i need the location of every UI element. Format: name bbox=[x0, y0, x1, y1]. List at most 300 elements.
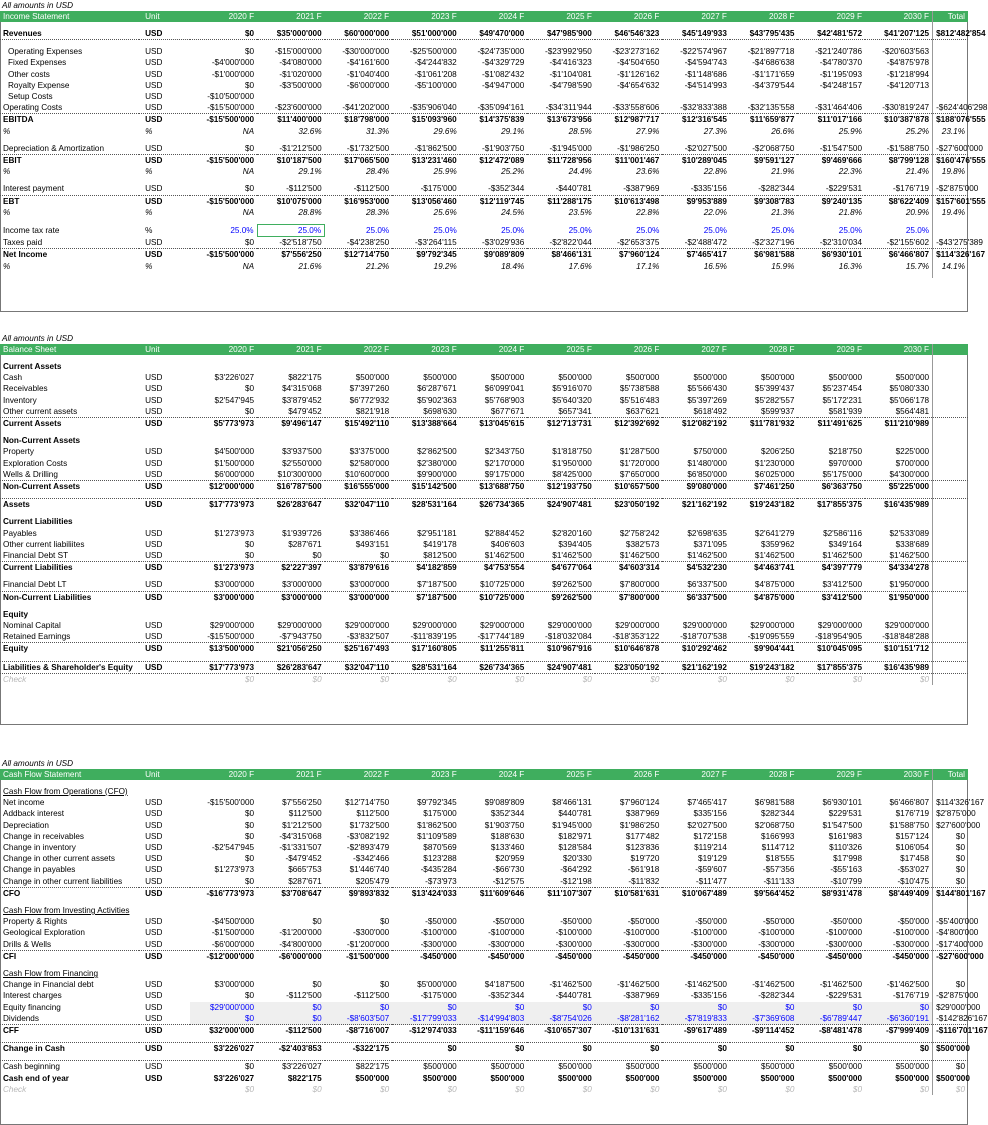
cell-value: $9'089'809 bbox=[484, 798, 525, 808]
cell-value: -$6'000'000 bbox=[278, 951, 322, 961]
cell-value bbox=[933, 361, 968, 372]
cell-value bbox=[527, 516, 595, 527]
row-label: Equity financing bbox=[3, 1002, 61, 1012]
cell-value: -$300'000 bbox=[527, 939, 595, 951]
cell-value: -$1'195'093 bbox=[819, 69, 863, 79]
cell-value: -$112'500 bbox=[285, 1026, 322, 1036]
cell-value: $9'893'832 bbox=[348, 888, 390, 898]
cell-value: $500'000 bbox=[423, 373, 457, 383]
cell-value: $500'000 bbox=[423, 1062, 457, 1072]
cell-value: $0 bbox=[933, 831, 968, 842]
cell-value bbox=[392, 905, 460, 916]
cell-value: -$2'310'034 bbox=[797, 237, 865, 249]
cell-value: $2'758'242 bbox=[619, 528, 660, 538]
table-row bbox=[0, 91, 968, 102]
cell-value: $0 bbox=[852, 1084, 863, 1094]
row-label: CFO bbox=[3, 888, 21, 898]
cell-value: $24'907'481 bbox=[527, 661, 595, 673]
cell-value: $3'000'000 bbox=[348, 592, 390, 602]
table-row bbox=[0, 237, 968, 249]
cell-value: -$100'000 bbox=[758, 928, 795, 938]
cell-value: -$50'000 bbox=[560, 917, 592, 927]
cell-value: -$23'600'000 bbox=[257, 102, 325, 114]
row-unit: USD bbox=[145, 500, 163, 510]
cell-value bbox=[460, 361, 528, 372]
cell-value: $12'000'000 bbox=[209, 482, 255, 492]
cell-value: $10'300'000 bbox=[257, 469, 325, 481]
table-row bbox=[0, 842, 968, 853]
cell-value: $175'000 bbox=[423, 809, 457, 819]
cell-value bbox=[662, 905, 730, 916]
cell-value: -$112'500 bbox=[286, 991, 322, 1001]
cell-value bbox=[797, 516, 865, 527]
row-unit: USD bbox=[139, 1013, 189, 1025]
cell-value bbox=[933, 383, 968, 394]
cell-value: $0 bbox=[447, 1084, 457, 1094]
balance-header-2023-f: 2023 F bbox=[392, 344, 460, 355]
cell-value: $0 bbox=[933, 979, 968, 990]
cell-value: $2'698'635 bbox=[687, 528, 727, 538]
cell-value: -$35'094'161 bbox=[460, 102, 528, 114]
cell-value: $10'657'500 bbox=[614, 482, 660, 492]
cell-value: $112'500 bbox=[356, 809, 390, 819]
cell-value: $29'000'000 bbox=[615, 621, 660, 631]
cell-value bbox=[392, 968, 460, 979]
cell-value: $26'283'647 bbox=[257, 661, 325, 673]
cell-value: $0 bbox=[190, 550, 258, 562]
cell-value: 28.5% bbox=[568, 126, 592, 136]
cell-value: $8'466'131 bbox=[551, 250, 592, 260]
cell-value: -$352'344 bbox=[488, 991, 525, 1001]
cell-value: -$450'000 bbox=[487, 951, 525, 961]
balance-header-2028-f: 2028 F bbox=[730, 344, 798, 355]
row-unit: USD bbox=[145, 250, 163, 260]
cell-value: -$1'148'686 bbox=[684, 69, 727, 79]
cell-value: -$1'212'500 bbox=[257, 143, 325, 155]
table-row bbox=[0, 249, 968, 261]
cell-value: $352'344 bbox=[490, 809, 525, 819]
row-label: Check bbox=[3, 674, 27, 684]
row-unit: USD bbox=[145, 458, 163, 468]
cell-value: -$229'531 bbox=[825, 991, 863, 1001]
cell-value: 25.0% bbox=[703, 226, 727, 236]
cell-value: $6'466'807 bbox=[889, 798, 930, 808]
cell-value: $4'875'000 bbox=[754, 592, 795, 602]
cell-value: 17.1% bbox=[636, 261, 660, 271]
cell-value: -$2'155'602 bbox=[865, 237, 933, 249]
table-row bbox=[0, 786, 968, 797]
cell-value bbox=[595, 786, 663, 797]
cell-value: $11'400'000 bbox=[277, 115, 322, 125]
cell-value: -$2'068'750 bbox=[730, 143, 798, 155]
cell-value: $0 bbox=[244, 674, 255, 684]
balance-header-2024-f: 2024 F bbox=[460, 344, 528, 355]
cell-value bbox=[933, 550, 968, 562]
cell-value: -$1'104'081 bbox=[549, 69, 592, 79]
cell-value: -$10'657'307 bbox=[544, 1026, 592, 1036]
cell-value: $0 bbox=[515, 674, 525, 684]
cell-value: -$100'000 bbox=[420, 928, 457, 938]
row-label: Other current assets bbox=[0, 406, 139, 418]
row-label: Operating Expenses bbox=[8, 47, 83, 57]
cell-value: 16.5% bbox=[703, 261, 727, 271]
cell-value: -$50'000 bbox=[830, 917, 863, 927]
cell-value: -$30'819'247 bbox=[865, 102, 933, 114]
cell-value bbox=[797, 968, 865, 979]
table-row bbox=[0, 1013, 968, 1025]
cell-value: $1'547'500 bbox=[822, 820, 863, 830]
row-label: Net income bbox=[3, 798, 45, 808]
cell-value: $9'240'135 bbox=[821, 196, 863, 206]
cell-value: 18.4% bbox=[501, 261, 525, 271]
cell-value: -$4'416'323 bbox=[549, 58, 592, 68]
cell-value: -$8'481'478 bbox=[818, 1026, 863, 1036]
cell-value: $9'496'147 bbox=[281, 419, 322, 429]
cell-value: 22.8% bbox=[636, 207, 660, 217]
cell-value: 27.9% bbox=[636, 126, 660, 136]
cell-value: $9'089'809 bbox=[483, 250, 525, 260]
cell-value: $0 bbox=[380, 1084, 390, 1094]
cell-value: $12'987'717 bbox=[614, 115, 660, 125]
row-unit: USD bbox=[145, 115, 163, 125]
cell-value: $51'000'000 bbox=[392, 28, 460, 40]
cell-value: $0 bbox=[257, 1002, 325, 1013]
balance-header-2025-f: 2025 F bbox=[527, 344, 595, 355]
row-unit bbox=[139, 786, 189, 797]
cell-value: -$43'275'389 bbox=[933, 237, 968, 249]
cell-value: -$2'653'375 bbox=[595, 237, 663, 249]
cell-value: $9'262'500 bbox=[527, 579, 595, 591]
cell-value: $0 bbox=[717, 1044, 727, 1054]
cell-value: $6'337'500 bbox=[686, 592, 727, 602]
table-row bbox=[0, 1002, 968, 1013]
row-label: Financial Debt ST bbox=[0, 550, 139, 562]
cell-value bbox=[392, 516, 460, 527]
cell-value: $3'000'000 bbox=[281, 592, 322, 602]
cell-value bbox=[460, 786, 528, 797]
cell-value: $29'000'000 bbox=[209, 621, 255, 631]
cell-value: -$2'518'750 bbox=[257, 237, 325, 249]
cell-value: -$1'732'500 bbox=[325, 143, 393, 155]
cell-value: $29'000'000 bbox=[933, 1002, 968, 1013]
cell-value: -$15'500'000 bbox=[207, 798, 255, 808]
cell-value: $17'065'500 bbox=[344, 156, 390, 166]
cell-value: -$2'875'000 bbox=[933, 990, 968, 1001]
cell-value: $16'787'500 bbox=[276, 482, 322, 492]
cell-value: $42'481'572 bbox=[797, 28, 865, 40]
row-unit: USD bbox=[139, 661, 189, 673]
row-label: Income tax rate bbox=[3, 226, 60, 236]
row-unit: USD bbox=[145, 92, 163, 102]
cell-value bbox=[325, 786, 393, 797]
cell-value: $1'903'750 bbox=[484, 820, 525, 830]
cell-value: -$18'707'538 bbox=[662, 631, 730, 643]
cell-value bbox=[933, 528, 968, 539]
cell-value: -$10'131'631 bbox=[611, 1026, 660, 1036]
cell-value bbox=[325, 361, 393, 372]
cell-value: $3'708'647 bbox=[281, 888, 322, 898]
cell-value: $7'800'000 bbox=[595, 579, 663, 591]
cell-value: 29.1% bbox=[298, 167, 322, 177]
cell-value: $0 bbox=[325, 550, 393, 562]
spacer-cell bbox=[392, 272, 460, 278]
cell-value bbox=[933, 905, 968, 916]
cell-value: $0 bbox=[730, 1002, 798, 1013]
cell-value: -$5'400'000 bbox=[933, 916, 968, 927]
row-label: Interest charges bbox=[3, 991, 62, 1001]
cell-value: $9'469'666 bbox=[821, 156, 863, 166]
cell-value: -$55'163 bbox=[830, 865, 863, 875]
cell-value: $29'000'000 bbox=[547, 621, 592, 631]
cell-value: $500'000 bbox=[895, 1062, 930, 1072]
cell-value: $28'531'164 bbox=[392, 661, 460, 673]
table-row bbox=[0, 853, 968, 864]
income-header-2029-f: 2029 F bbox=[797, 11, 865, 22]
cell-value: $6'000'000 bbox=[190, 469, 258, 481]
cell-value: $28'531'164 bbox=[411, 500, 457, 510]
cell-value: NA bbox=[242, 207, 255, 217]
row-unit: USD bbox=[145, 384, 163, 394]
cell-value: $5'172'231 bbox=[822, 395, 863, 405]
cell-value: $9'904'441 bbox=[754, 644, 795, 654]
cell-value: $0 bbox=[190, 876, 258, 888]
row-label: Geological Exploration bbox=[3, 928, 85, 938]
row-label: Interest payment bbox=[0, 183, 139, 195]
row-unit: USD bbox=[139, 939, 189, 951]
cell-value: $5'399'437 bbox=[754, 384, 795, 394]
table-row bbox=[0, 864, 968, 875]
table-row bbox=[0, 406, 968, 418]
cell-value: $0 bbox=[785, 1044, 795, 1054]
cell-value bbox=[865, 905, 933, 916]
balance-header-2020-f: 2020 F bbox=[190, 344, 258, 355]
cell-value: $406'603 bbox=[490, 539, 525, 549]
cell-value bbox=[933, 435, 968, 446]
cell-value: $177'482 bbox=[625, 831, 660, 841]
cell-value: -$387'969 bbox=[623, 991, 660, 1001]
cell-value: $0 bbox=[797, 1002, 865, 1013]
cell-value: $2'027'500 bbox=[687, 820, 727, 830]
income-header-unit: Unit bbox=[139, 11, 189, 22]
cell-value: $1'462'500 bbox=[527, 550, 595, 562]
cell-value: $17'458 bbox=[900, 854, 930, 864]
cell-value: $6'981'588 bbox=[754, 250, 795, 260]
cell-value: $500'000 bbox=[625, 1073, 660, 1083]
cell-value: $29'000'000 bbox=[480, 621, 525, 631]
table-row bbox=[0, 609, 968, 620]
cell-value: 25.0% bbox=[365, 226, 390, 236]
cell-value: $0 bbox=[380, 674, 390, 684]
cell-value: -$1'061'208 bbox=[414, 69, 457, 79]
cell-value bbox=[257, 968, 325, 979]
cell-value: $12'193'750 bbox=[546, 482, 592, 492]
cell-value: $12'714'750 bbox=[344, 250, 390, 260]
cell-value: NA bbox=[242, 261, 255, 271]
row-label: Receivables bbox=[3, 384, 48, 394]
cell-value: $500'000 bbox=[895, 373, 930, 383]
cell-value: -$4'379'544 bbox=[752, 80, 795, 90]
table-row bbox=[0, 1061, 968, 1073]
cell-value bbox=[865, 516, 933, 527]
cashflow-header-2023-f: 2023 F bbox=[392, 769, 460, 780]
cell-value bbox=[730, 516, 798, 527]
cell-value: $493'151 bbox=[355, 539, 390, 549]
row-unit: USD bbox=[145, 951, 163, 961]
cell-value bbox=[933, 673, 968, 685]
cell-value: NA bbox=[242, 167, 255, 177]
cell-value bbox=[933, 516, 968, 527]
cell-value: 23.6% bbox=[636, 167, 660, 177]
cell-value: 28.3% bbox=[365, 207, 390, 217]
cell-value: $9'591'127 bbox=[754, 156, 795, 166]
cell-value bbox=[730, 905, 798, 916]
spacer-cell bbox=[0, 272, 139, 278]
cell-value: $500'000 bbox=[693, 1062, 727, 1072]
cell-value bbox=[325, 91, 393, 102]
cashflow-header-2026-f: 2026 F bbox=[595, 769, 663, 780]
row-unit: % bbox=[145, 126, 153, 136]
cell-value: 28.4% bbox=[365, 167, 390, 177]
cell-value: 21.6% bbox=[298, 261, 322, 271]
cell-value: -$11'133 bbox=[730, 876, 798, 888]
table-row bbox=[0, 539, 968, 550]
row-label: Cash Flow from Investing Activities bbox=[3, 906, 130, 916]
cell-value: $0 bbox=[650, 1084, 660, 1094]
cell-value: $7'650'000 bbox=[595, 469, 663, 481]
row-unit bbox=[139, 516, 189, 527]
cell-value: -$300'000 bbox=[730, 939, 798, 951]
table-row bbox=[0, 272, 968, 278]
cell-value: $9'953'889 bbox=[686, 196, 727, 206]
cell-value: $1'109'589 bbox=[417, 831, 457, 841]
income-header-2023-f: 2023 F bbox=[392, 11, 460, 22]
cell-value: $23'050'192 bbox=[614, 500, 660, 510]
cell-value: 25.0% bbox=[636, 226, 660, 236]
cell-value: $41'207'125 bbox=[865, 28, 933, 40]
cell-value: -$176'719 bbox=[892, 991, 930, 1001]
table-row bbox=[0, 28, 968, 40]
cell-value bbox=[797, 361, 865, 372]
cell-value bbox=[933, 225, 968, 237]
cell-value: -$300'000 bbox=[797, 939, 865, 951]
cell-value: -$18'353'122 bbox=[595, 631, 663, 643]
row-unit: USD bbox=[139, 28, 189, 40]
cell-value bbox=[797, 91, 865, 102]
cell-value bbox=[933, 46, 968, 57]
cell-value: -$4'800'000 bbox=[933, 927, 968, 938]
cell-value: -$4'780'370 bbox=[819, 58, 863, 68]
cell-value bbox=[392, 91, 460, 102]
cell-value: $1'480'000 bbox=[687, 458, 727, 468]
cell-value: 25.9% bbox=[433, 167, 457, 177]
cell-value: -$4'120'713 bbox=[886, 80, 930, 90]
cell-value: $500'000 bbox=[693, 1073, 727, 1083]
cell-value: $9'308'783 bbox=[754, 196, 795, 206]
cell-value: $0 bbox=[244, 854, 255, 864]
cell-value: -$176'719 bbox=[865, 183, 933, 195]
cell-value: $479'452 bbox=[257, 406, 325, 418]
cell-value: -$1'500'000 bbox=[211, 928, 255, 938]
cell-value: $9'792'345 bbox=[416, 250, 457, 260]
cell-value bbox=[325, 968, 393, 979]
cell-value: $1'950'000 bbox=[888, 592, 930, 602]
cell-value: $32'047'110 bbox=[325, 661, 393, 673]
row-label: Drills & Wells bbox=[0, 939, 139, 951]
cell-value: $700'000 bbox=[895, 458, 930, 468]
cell-value: -$15'500'000 bbox=[206, 250, 255, 260]
cell-value: 16.3% bbox=[838, 261, 863, 271]
cell-value: $5'516'483 bbox=[619, 395, 660, 405]
cell-value: -$6'000'000 bbox=[346, 80, 390, 90]
cell-value: $27'600'000 bbox=[933, 820, 968, 831]
row-label: EBT bbox=[3, 196, 20, 206]
cell-value: $0 bbox=[650, 674, 660, 684]
cell-value: $4'315'068 bbox=[282, 384, 322, 394]
cell-value: -$61'918 bbox=[627, 865, 660, 875]
cell-value: -$112'500 bbox=[325, 183, 393, 195]
cell-value bbox=[933, 539, 968, 550]
cell-value: -$282'344 bbox=[730, 183, 798, 195]
cell-value: $5'282'557 bbox=[754, 395, 795, 405]
cell-value: $8'622'409 bbox=[888, 196, 930, 206]
cell-value: $6'337'500 bbox=[662, 579, 730, 591]
cell-value bbox=[865, 609, 933, 620]
income-header-income-statement: Income Statement bbox=[0, 11, 139, 22]
cell-value: $1'500'000 bbox=[214, 458, 255, 468]
cell-value: $10'045'095 bbox=[817, 644, 863, 654]
row-label: Current Assets bbox=[3, 419, 62, 429]
cell-value: $0 bbox=[312, 1084, 322, 1094]
cell-value bbox=[730, 609, 798, 620]
cell-value: -$50'000 bbox=[695, 917, 727, 927]
cell-value: -$175'000 bbox=[420, 991, 457, 1001]
row-unit: USD bbox=[139, 237, 189, 249]
row-label: Change in Financial debt bbox=[3, 980, 94, 990]
cell-value: $29'000'000 bbox=[345, 621, 390, 631]
cell-value bbox=[933, 372, 968, 383]
cell-value bbox=[595, 609, 663, 620]
cell-value: -$440'781 bbox=[555, 991, 592, 1001]
row-label: Non-Current Assets bbox=[3, 436, 81, 446]
cell-value: 24.4% bbox=[568, 167, 592, 177]
cell-value: $822'175 bbox=[288, 373, 322, 383]
cell-value: $17'160'805 bbox=[411, 644, 457, 654]
row-unit: USD bbox=[145, 1002, 163, 1012]
cell-value: $29'000'000 bbox=[190, 1002, 258, 1013]
cell-value: $8'425'000 bbox=[527, 469, 595, 481]
cell-value: $12'714'750 bbox=[345, 798, 390, 808]
table-row bbox=[0, 183, 968, 195]
cell-value: $970'000 bbox=[828, 458, 863, 468]
cell-value bbox=[730, 968, 798, 979]
cell-value: $10'613'498 bbox=[614, 196, 660, 206]
cell-value: $13'673'956 bbox=[546, 115, 592, 125]
cell-value: 21.2% bbox=[365, 261, 390, 271]
cell-value: $338'689 bbox=[895, 539, 930, 549]
cell-value: $822'175 bbox=[287, 1073, 322, 1083]
cell-value: $821'918 bbox=[325, 406, 393, 418]
row-unit: USD bbox=[145, 592, 163, 602]
table-row bbox=[0, 372, 968, 383]
table-row bbox=[0, 916, 968, 927]
cell-value: $500'000 bbox=[355, 1073, 390, 1083]
row-label: CFI bbox=[3, 951, 17, 961]
cell-value: 29.6% bbox=[433, 126, 457, 136]
cell-value: -$1'462'500 bbox=[549, 980, 592, 990]
cell-value: $16'435'989 bbox=[884, 500, 930, 510]
row-label: Property bbox=[3, 447, 34, 457]
cell-value: $160'476'555 bbox=[933, 155, 968, 167]
